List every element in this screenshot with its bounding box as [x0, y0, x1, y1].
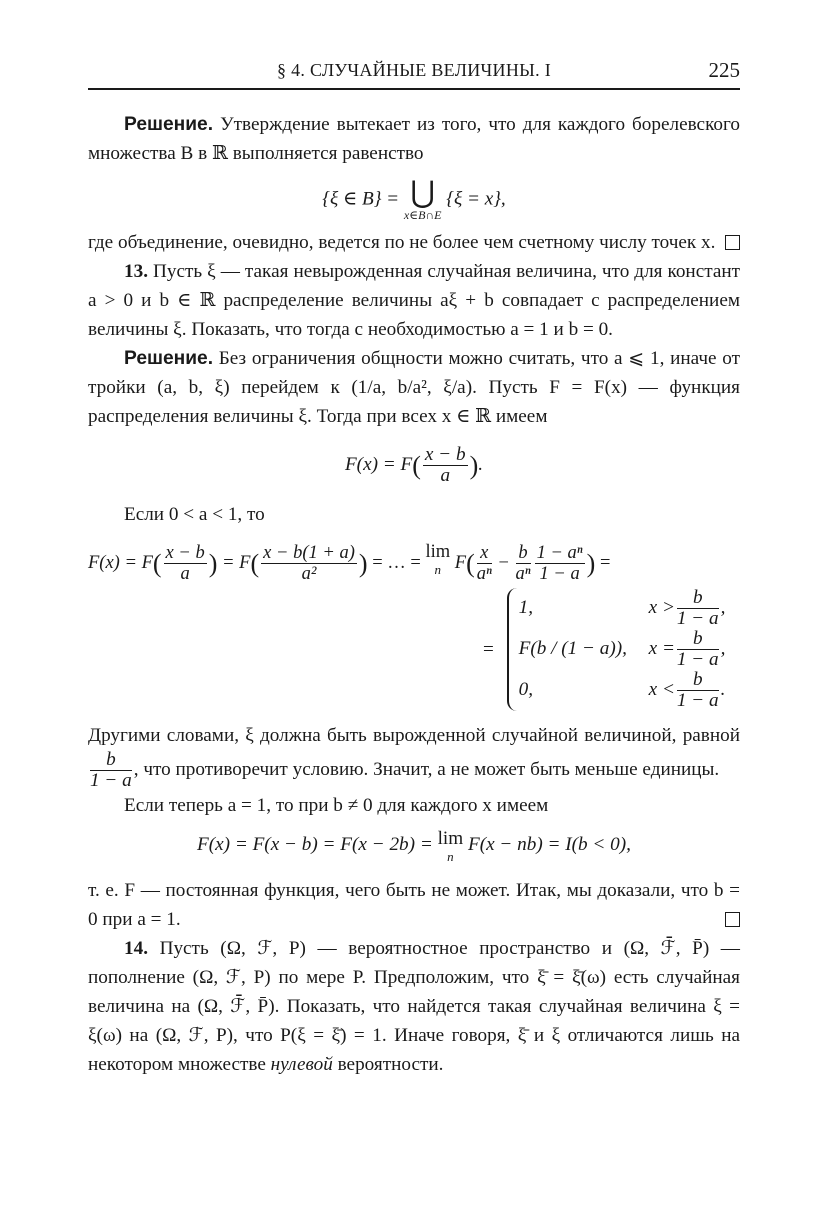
eq4-limit: [438, 830, 464, 866]
case-frac-den: 1 − a: [676, 690, 719, 711]
degenerate-frac-num: b: [90, 750, 132, 771]
qed-square-icon: [725, 235, 740, 250]
eq3-end: =: [599, 552, 611, 573]
case-end: .: [720, 679, 726, 700]
case-end: ,: [720, 597, 726, 618]
union-symbol: ⋃ x∈B∩E: [403, 176, 442, 222]
eq4-lim-sub: n: [447, 849, 454, 864]
eq3-frac1: [164, 543, 207, 584]
eq3-frac3-den: aⁿ: [476, 564, 492, 584]
degenerate-text-2: , что противоречит условию. Значит, a не может быть меньше единицы.: [133, 758, 720, 780]
book-page: [88, 0, 740, 1210]
running-header: [88, 58, 740, 90]
case-row: [519, 670, 726, 711]
union-explanation-text: где объединение, очевидно, ведется по не более чем счетному числу точек x.: [88, 232, 716, 253]
eq3-frac3: [477, 543, 492, 584]
case-value: 1,: [518, 597, 534, 618]
eq2-left: F(x) = F: [344, 453, 413, 475]
equation-constant: [88, 830, 740, 866]
paragraph-conclusion: [88, 876, 740, 934]
case-frac-num: b: [677, 670, 719, 691]
page-content: [88, 110, 740, 1079]
degenerate-frac-den: 1 − a: [90, 770, 132, 791]
conclusion-text: т. е. F — постоянная функция, чего быть не может. Итак, мы доказали, что b = 0 при a = 1.: [88, 880, 740, 930]
problem-14-text-end: вероятности.: [337, 1054, 444, 1075]
eq3-frac3-num: x: [477, 543, 492, 564]
solution-label: Решение.: [124, 114, 214, 135]
eq3-frac5-den: 1 − a: [539, 564, 580, 584]
cases-equals: =: [483, 639, 494, 660]
eq1-left: {ξ ∈ B} =: [322, 188, 400, 210]
paragraph-problem-13: [88, 257, 740, 344]
case-frac-den: 1 − a: [676, 649, 719, 670]
case-fraction: [677, 670, 719, 711]
equation-union: [88, 178, 740, 222]
problem-14-text: Пусть (Ω, ℱ, P) — вероятностное пространство и (Ω, ℱ̄, P̄) — пополнение (Ω, ℱ, P) по мере P. Предположим, что ξ̄ = ξ̄(ω) есть случайная величина на (Ω, ℱ̄, P̄). Показать, что найдется такая случайная величина ξ = ξ(ω) на (Ω, ℱ, P), что P(ξ = ξ̄) = 1. Иначе говоря, ξ̄ и ξ отличаются лишь на некотором множестве: [88, 938, 740, 1075]
problem-13-number: 13.: [124, 261, 148, 282]
eq4-lim-text: lim: [437, 828, 464, 849]
case-frac-den: 1 − a: [676, 608, 719, 629]
problem-14-emphasis: нулевой: [270, 1054, 333, 1075]
case-fraction: [677, 588, 719, 629]
paragraph-case-a-less-1: [88, 500, 740, 529]
case-row: [519, 588, 726, 629]
paragraph-degenerate: [88, 721, 740, 791]
eq2-numerator: x − b: [424, 444, 466, 465]
cases-block: [507, 588, 726, 711]
case-frac-num: b: [677, 629, 719, 650]
page-number: 225: [708, 58, 740, 82]
equation-shift: F(x) = F( $\frac{x - b}{a}$ ).: [344, 444, 484, 486]
eq3-frac1-den: a: [180, 564, 190, 584]
eq3-lim-sub: n: [434, 562, 442, 577]
qed-square-icon: [725, 912, 740, 927]
equation-iteration: F(x) = F( $\frac{x - b}{a}$ ) = F( $\frac{x - b(1 + a)}{\text{a²}}$ ) = … = lim n F( $\frac{x}{\text{aⁿ}}$ − $\frac{b}{\text{aⁿ}}$ $\frac{\text{1 − aⁿ}}{1 - a}$ ) =: [88, 542, 611, 584]
eq3-frac1-num: x − b: [165, 543, 205, 563]
degenerate-text-1: Другими словами, ξ должна быть вырожденной случайной величиной, равной: [88, 725, 740, 746]
case-end: ,: [720, 638, 726, 659]
case-fraction: [677, 629, 719, 670]
eq3-dots: = … =: [372, 552, 421, 573]
case-value: 0,: [518, 679, 534, 700]
case-condition: x =: [648, 638, 675, 659]
case-row: [519, 629, 726, 670]
union-subscript: x∈B∩E: [403, 208, 442, 222]
case-a-text: Если 0 < a < 1, то: [124, 504, 265, 525]
paragraph-solution-13: [88, 344, 740, 431]
eq3-lim-text: lim: [425, 542, 451, 562]
case-condition: x <: [648, 679, 675, 700]
eq3-limit: [425, 543, 450, 579]
eq3-frac2-den: a²: [301, 564, 317, 584]
paragraph-problem-14: [88, 934, 740, 1079]
eq2-fraction: [423, 445, 468, 486]
paragraph-case-a-eq-1: [88, 791, 740, 820]
paragraph-union-explanation: [88, 228, 740, 257]
case-frac-num: b: [677, 588, 719, 609]
eq3-frac2-num: x − b(1 + a): [263, 543, 355, 563]
eq3-F: F: [454, 552, 467, 573]
chapter-title: § 4. СЛУЧАЙНЫЕ ВЕЛИЧИНЫ. I: [276, 60, 552, 80]
paragraph-solution-12: [88, 110, 740, 168]
problem-13-text: Пусть ξ — такая невырожденная случайная величина, что для констант a > 0 и b ∈ ℝ распределение величины aξ + b совпадает с распределением величины ξ. Показать, что тогда с необходимостью a = 1 и b = 0.: [88, 261, 741, 340]
solution-text: Утверждение вытекает из того, что для каждого борелевского множества B в ℝ выполняется равенство: [88, 114, 740, 164]
eq3-minus: −: [498, 552, 509, 573]
eq3-frac2: [261, 543, 357, 584]
equation-cases: [88, 588, 740, 711]
solution-label-13: Решение.: [124, 348, 214, 369]
eq4-right: F(x − nb) = I(b < 0),: [467, 834, 631, 855]
eq3-lhs: F(x) = F: [88, 552, 153, 573]
eq3-frac4-num: b: [516, 543, 531, 564]
problem-14-number: 14.: [124, 938, 148, 959]
solution-13-text: Без ограничения общности можно считать, что a ⩽ 1, иначе от тройки (a, b, ξ) перейдем к (1/a, b/a², ξ/a). Пусть F = F(x) — функция распределения величины ξ. Тогда при всех x ∈ ℝ имеем: [88, 348, 741, 427]
eq2-end: .: [478, 453, 484, 475]
eq1-right: {ξ = x},: [446, 188, 506, 210]
eq2-denominator: a: [440, 465, 451, 486]
eq3-frac5-num: 1 − aⁿ: [536, 543, 583, 563]
case-a-eq-1-text: Если теперь a = 1, то при b ≠ 0 для каждого x имеем: [124, 795, 549, 816]
eq3-frac4-den: aⁿ: [515, 564, 531, 584]
eq3-frac5: [535, 543, 585, 584]
case-condition: x >: [648, 597, 675, 618]
degenerate-fraction: [90, 750, 132, 791]
eq3-eq: = F: [222, 552, 251, 573]
case-value: F(b / (1 − a)),: [518, 638, 627, 659]
eq3-frac4: [516, 543, 531, 584]
eq4-left: F(x) = F(x − b) = F(x − 2b) =: [197, 834, 433, 855]
